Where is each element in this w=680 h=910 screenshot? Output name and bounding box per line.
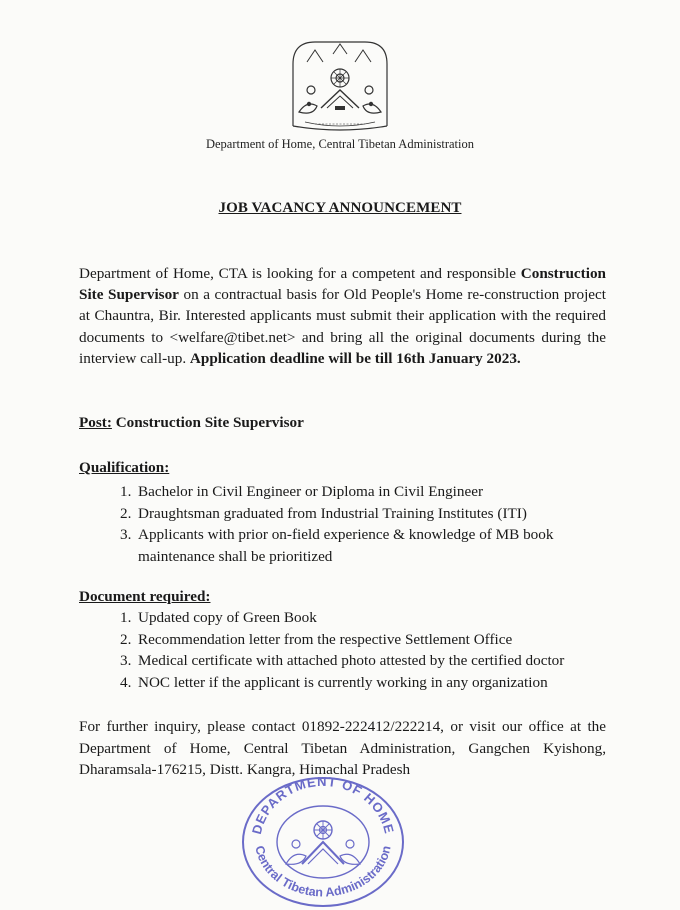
list-text: NOC letter if the applicant is currently working in any organization: [138, 673, 548, 691]
list-number: 3.: [120, 526, 132, 543]
list-number: 3.: [120, 652, 132, 669]
list-text: Applicants with prior on-field experience & knowledge of MB book maintenance shall be prioritized: [138, 526, 554, 565]
list-number: 4.: [120, 673, 132, 691]
list-item: [79, 650, 628, 672]
list-number: 2.: [120, 504, 132, 522]
documents-heading: Document required:: [79, 588, 211, 605]
post-value: Construction Site Supervisor: [111, 414, 304, 431]
documents-list: [79, 607, 628, 693]
list-item: [79, 503, 628, 525]
intro-text-2: on a contractual basis for Old People's Home re-construction project at Chauntra, Bir. Interested applicants must submit their application with the required documents to <welfare@tibet.net> and bring all the original documents during the interview call-up.: [79, 286, 606, 367]
intro-position-bold: Construction Site Supervisor: [79, 265, 606, 304]
list-text: Updated copy of Green Book: [138, 609, 317, 626]
list-item: [79, 607, 628, 629]
post-line: [79, 414, 304, 432]
list-number: 1.: [120, 609, 132, 626]
post-label: Post:: [79, 414, 112, 431]
qualification-heading: Qualification:: [79, 459, 170, 476]
list-number: 1.: [120, 483, 132, 500]
list-text: Draughtsman graduated from Industrial Training Institutes (ITI): [138, 504, 527, 522]
stamp-top-text: DEPARTMENT OF HOME: [248, 773, 398, 836]
contact-paragraph: For further inquiry, please contact 01892-222412/222214, or visit our office at the Department of Home, Central Tibetan Administration, Gangchen Kyishong, Dharamsala-176215, Distt. Kangra, Himachal Pradesh: [79, 718, 606, 778]
department-stamp-icon: [238, 772, 408, 907]
list-text: Recommendation letter from the respective Settlement Office: [138, 630, 513, 648]
list-text: Bachelor in Civil Engineer or Diploma in Civil Engineer: [138, 483, 484, 500]
cta-emblem-icon: [285, 34, 395, 134]
intro-paragraph: [79, 263, 606, 369]
list-item: [79, 629, 628, 651]
list-number: 2.: [120, 630, 132, 648]
page-title: JOB VACANCY ANNOUNCEMENT: [218, 200, 462, 216]
list-item: [79, 481, 628, 503]
stamp-bottom-text: Central Tibetan Administration: [252, 844, 394, 900]
intro-text-1: Department of Home, CTA is looking for a competent and responsible: [79, 265, 521, 282]
qualification-list: [79, 481, 628, 567]
deadline-bold: Application deadline will be till 16th January 2023.: [189, 349, 521, 367]
list-item: [79, 672, 628, 694]
list-item: [79, 524, 628, 567]
list-text: Medical certificate with attached photo attested by the certified doctor: [138, 652, 565, 669]
department-header: Department of Home, Central Tibetan Administration: [205, 137, 475, 151]
